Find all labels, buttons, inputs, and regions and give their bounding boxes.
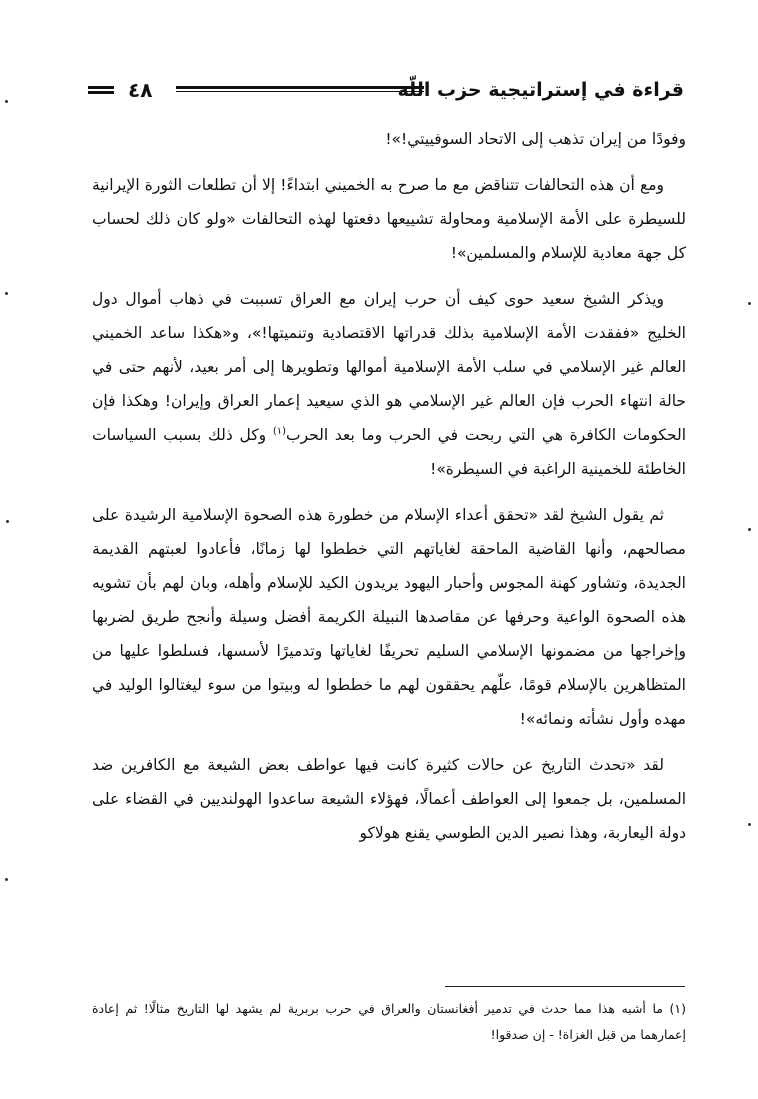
footnote-reference: (١) (272, 425, 286, 437)
scan-mark (5, 100, 8, 103)
running-head-title: قراءة في إستراتيجية حزب اللّه (397, 79, 684, 101)
scan-mark (748, 823, 751, 826)
paragraph-3-tail: وكل ذلك بسبب السياسات الخاطئة للخمينية الراغبة في السيطرة»! (92, 426, 686, 478)
body-text (92, 122, 686, 862)
page-header (88, 74, 684, 106)
scan-mark (5, 292, 8, 295)
scan-mark (748, 528, 751, 531)
scan-mark (748, 302, 751, 305)
paragraph-1: وفودًا من إيران تذهب إلى الاتحاد السوفييتي!»! (385, 130, 686, 148)
scan-mark (5, 878, 8, 881)
paragraph-3 (92, 282, 686, 486)
scan-mark (6, 520, 9, 523)
paragraph-2: ومع أن هذه التحالفات تتناقض مع ما صرح به الخميني ابتداءً! إلا أن تطلعات الثورة الإيرانية للسيطرة على الأمة الإسلامية ومحاولة تشييعها دفعتها لهذه التحالفات «ولو كان ذلك لحساب كل جهة معادية للإسلام والمسلمين»! (92, 176, 686, 262)
header-rule (176, 86, 424, 93)
footnote-divider (445, 986, 685, 987)
page-number: ٤٨ (128, 78, 153, 102)
footnote: (١) ما أشبه هذا مما حدث في تدمير أفغانستان والعراق في حرب بربرية لم يشهد لها التاريخ مثالًا! ثم إعادة إعمارهما من قبل الغزاة! - إن صدقوا! (92, 1001, 686, 1042)
paragraph-4: ثم يقول الشيخ لقد «تحقق أعداء الإسلام من خطورة هذه الصحوة الإسلامية الرشيدة على مصالحهم، وأنها القاضية الماحقة لغاياتهم التي خططوا لها زمانًا، فأعادوا لعبتهم القديمة الجديدة، وتشاور كهنة المجوس وأحبار اليهود يريدون الكيد للإسلام وأهله، وبان لهم بأن تشويه هذه الصحوة الواعية وحرفها عن مقاصدها النبيلة الكريمة أفضل وسيلة وأنجح طريق لضربها وإخراجها من مضمونها الإسلامي السليم تحريفًا لغاياتها وتدميرًا لأسسها، فسلطوا عليها من المتظاهرين بالإسلام قومًا، علّهم يحققون لهم ما خططوا له وبيتوا من سوء ليغتالوا الوليد في مهده وأول نشأته ونمائه»! (92, 506, 686, 728)
paragraph-5: لقد «تحدث التاريخ عن حالات كثيرة كانت فيها عواطف بعض الشيعة مع الكافرين ضد المسلمين، بل جمعوا إلى العواطف أعمالًا، فهؤلاء الشيعة ساعدوا الهولنديين في القضاء على دولة اليعاربة، وهذا نصير الدين الطوسي يقنع هولاكو (92, 756, 686, 842)
header-double-dash (88, 86, 114, 93)
paragraph-3-text: ويذكر الشيخ سعيد حوى كيف أن حرب إيران مع العراق تسببت في ذهاب أموال دول الخليج «ففقدت الأمة الإسلامية بذلك قدراتها الاقتصادية وتنميتها!»، و«هكذا ساعد الخميني العالم غير الإسلامي في سلب الأمة الإسلامية أموالها وتطويرها إلى أمر بعيد، لأنهم حتى في حالة انتهاء الحرب فإن العالم غير الإسلامي هو الذي سيعيد إعمار العراق وإيران! وهكذا فإن الحكومات الكافرة هي التي ربحت في الحرب وما بعد الحرب (92, 290, 687, 444)
